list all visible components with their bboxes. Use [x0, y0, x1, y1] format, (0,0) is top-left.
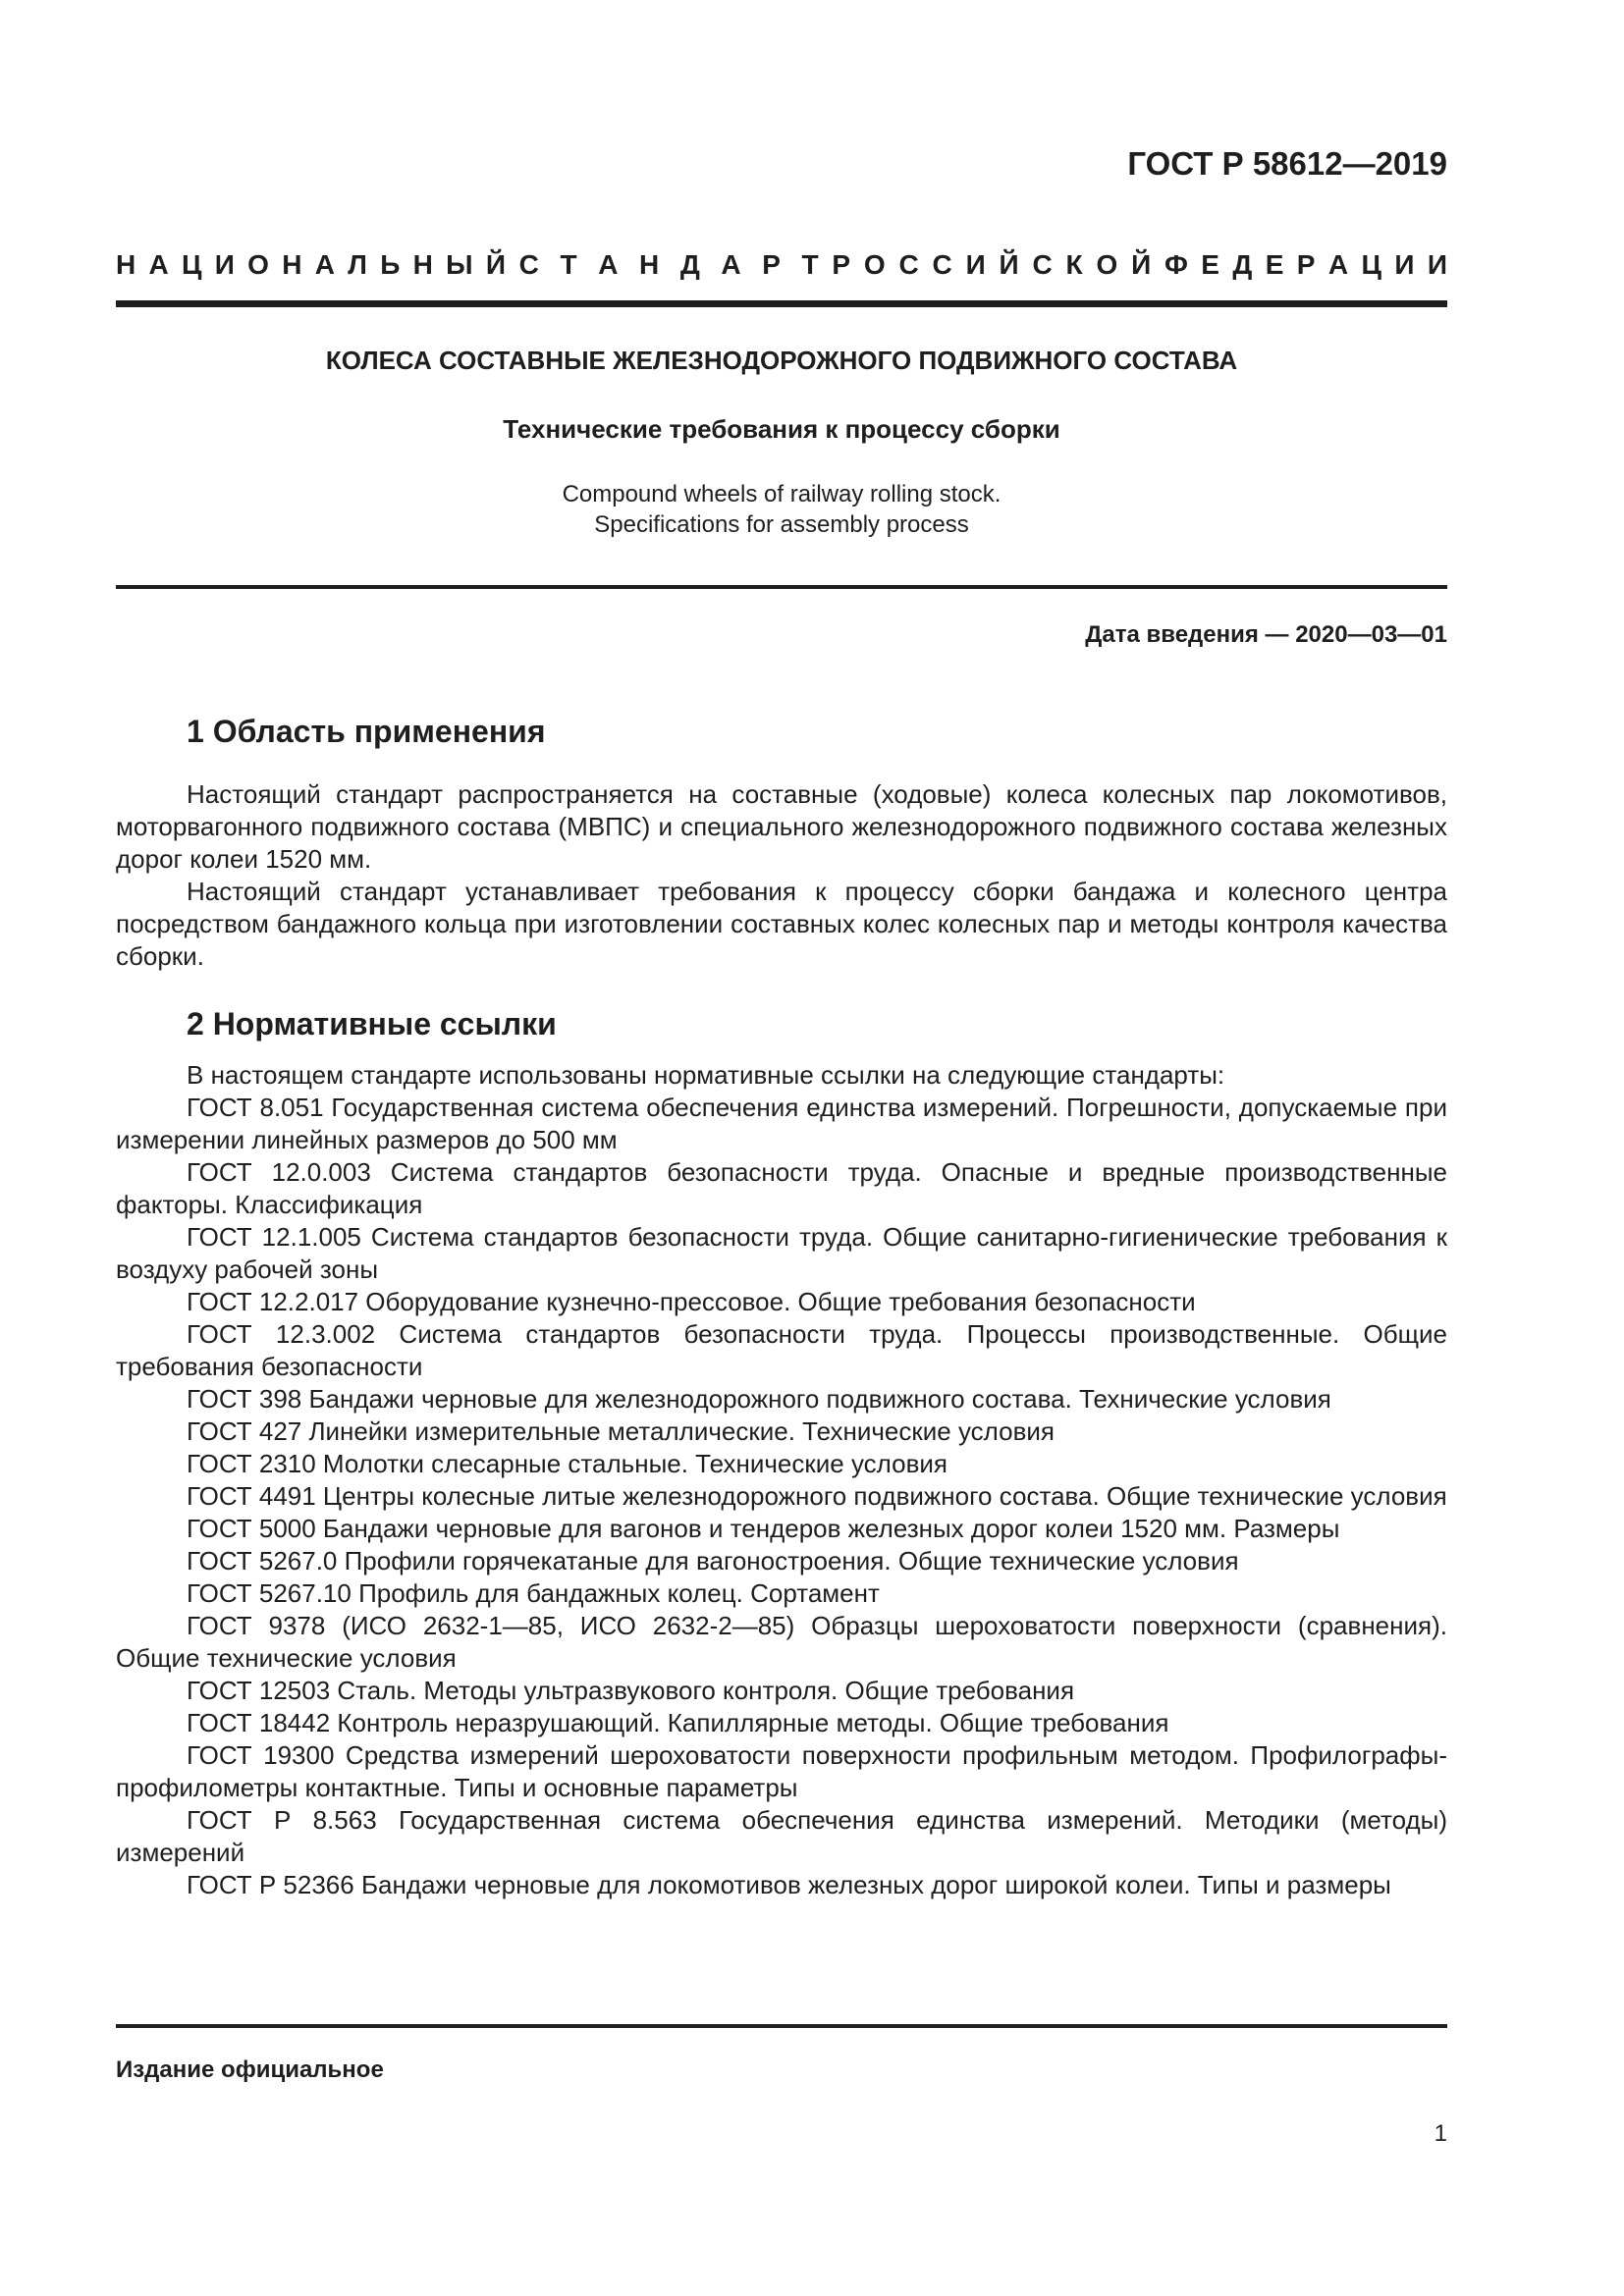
english-title: [116, 479, 1447, 540]
paragraph: ГОСТ 2310 Молотки слесарные стальные. Технические условия: [187, 1449, 947, 1478]
paragraph: ГОСТ 18442 Контроль неразрушающий. Капиллярные методы. Общие требования: [187, 1708, 1169, 1737]
document-title: КОЛЕСА СОСТАВНЫЕ ЖЕЛЕЗНОДОРОЖНОГО ПОДВИЖНОГО СОСТАВА: [325, 346, 1238, 375]
document-code: ГОСТ Р 58612—2019: [1127, 145, 1447, 182]
banner-word: Ф Е Д Е Р А Ц И И: [1164, 249, 1447, 280]
paragraph: ГОСТ 5267.10 Профиль для бандажных колец. Сортамент: [187, 1578, 880, 1608]
paragraph: ГОСТ 5000 Бандажи черновые для вагонов и тендеров железных дорог колеи 1520 мм. Размеры: [187, 1514, 1340, 1543]
paragraph: Настоящий стандарт распространяется на составные (ходовые) колеса колесных пар локомотивов, моторвагонного подвижного состава (МВПС) и специального железнодорожного подвижного состава железных дорог колеи 1520 мм.: [116, 779, 1447, 874]
paragraph: ГОСТ 427 Линейки измерительные металлические. Технические условия: [187, 1416, 1055, 1446]
paragraph: ГОСТ Р 8.563 Государственная система обеспечения единства измерений. Методики (методы) измерений: [116, 1805, 1447, 1867]
paragraph: ГОСТ 12503 Сталь. Методы ультразвукового контроля. Общие требования: [187, 1676, 1075, 1705]
national-standard-banner: [116, 249, 1447, 281]
paragraph: ГОСТ 9378 (ИСО 2632-1—85, ИСО 2632-2—85) Образцы шероховатости поверхности (сравнения). Общие технические условия: [116, 1611, 1447, 1673]
paragraph: Настоящий стандарт устанавливает требования к процессу сборки бандажа и колесного центра посредством бандажного кольца при изготовлении составных колес колесных пар и методы контроля качества сборки.: [116, 877, 1447, 971]
paragraph: ГОСТ 12.2.017 Оборудование кузнечно-прессовое. Общие требования безопасности: [187, 1287, 1196, 1316]
paragraph: В настоящем стандарте использованы нормативные ссылки на следующие стандарты:: [187, 1060, 1225, 1090]
english-title-line-2: Specifications for assembly process: [594, 511, 969, 538]
paragraph: ГОСТ 19300 Средства измерений шероховатости поверхности профильным методом. Профилографы-профилометры контактные. Типы и основные параметры: [116, 1740, 1447, 1802]
section-2-body: [116, 1059, 1447, 1901]
paragraph: ГОСТ 398 Бандажи черновые для железнодорожного подвижного состава. Технические условия: [187, 1384, 1331, 1414]
section-2-heading: 2 Нормативные ссылки: [187, 1006, 557, 1041]
paragraph: ГОСТ 12.3.002 Система стандартов безопасности труда. Процессы производственные. Общие требования безопасности: [116, 1319, 1447, 1381]
banner-word: Н А Ц И О Н А Л Ь Н Ы Й: [116, 249, 506, 280]
section-1-body: [116, 778, 1447, 973]
header-rule: [116, 300, 1447, 307]
banner-word: Р О С С И Й С К О Й: [832, 249, 1152, 280]
title-rule: [116, 585, 1447, 589]
paragraph: ГОСТ 8.051 Государственная система обеспечения единства измерений. Погрешности, допускаемые при измерении линейных размеров до 500 мм: [116, 1093, 1447, 1154]
banner-word: С Т А Н Д А Р Т: [518, 249, 819, 280]
footer-rule: [116, 2024, 1447, 2028]
paragraph: ГОСТ Р 52366 Бандажи черновые для локомотивов железных дорог широкой колеи. Типы и размеры: [187, 1870, 1391, 1899]
english-title-line-1: Compound wheels of railway rolling stock.: [562, 481, 1001, 507]
section-1-heading: 1 Область применения: [187, 714, 546, 749]
introduction-date: Дата введения — 2020—03—01: [1085, 621, 1447, 648]
paragraph: ГОСТ 5267.0 Профили горячекатаные для вагоностроения. Общие технические условия: [187, 1546, 1239, 1575]
paragraph: ГОСТ 12.1.005 Система стандартов безопасности труда. Общие санитарно-гигиенические требования к воздуху рабочей зоны: [116, 1222, 1447, 1284]
document-subtitle: Технические требования к процессу сборки: [503, 414, 1060, 444]
paragraph: ГОСТ 4491 Центры колесные литые железнодорожного подвижного состава. Общие технические условия: [187, 1481, 1447, 1511]
paragraph: ГОСТ 12.0.003 Система стандартов безопасности труда. Опасные и вредные производственные факторы. Классификация: [116, 1157, 1447, 1219]
page-number: 1: [1434, 2120, 1447, 2147]
official-edition-label: Издание официальное: [116, 2056, 384, 2083]
